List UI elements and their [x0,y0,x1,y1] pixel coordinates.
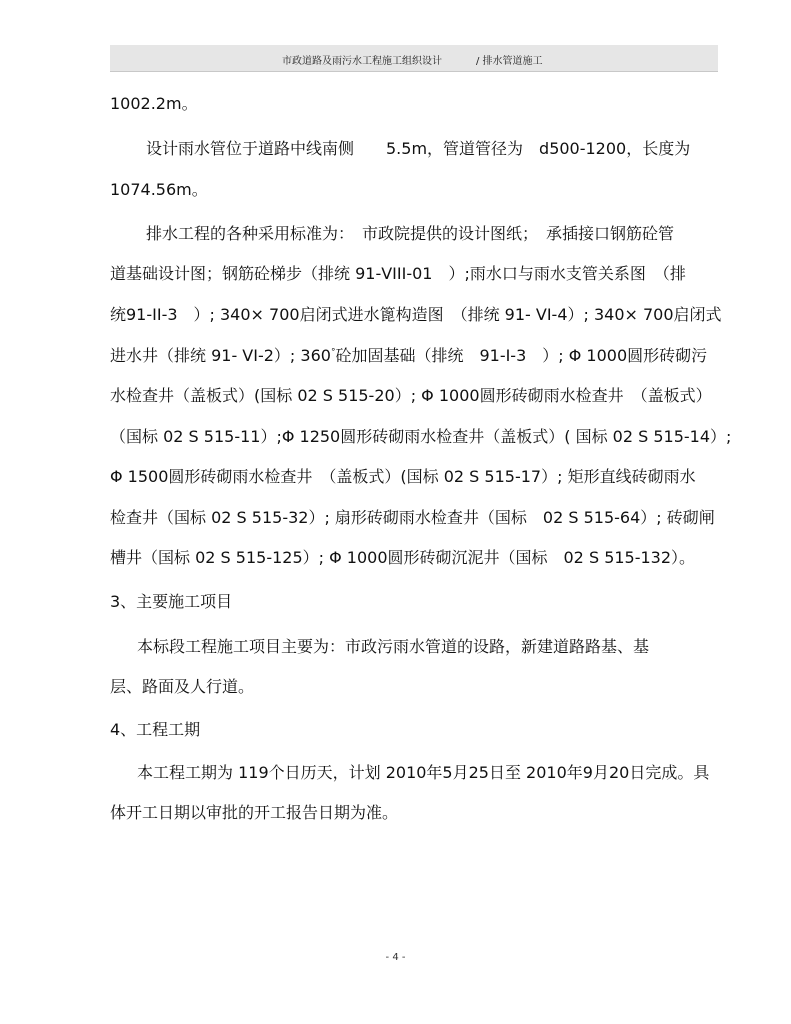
header-section-title: / 排水管道施工 [476,56,543,67]
paragraph-line: 体开工日期以审批的开工报告日期为准。 [110,803,399,822]
section-heading: 3、主要施工项目 [110,592,233,611]
paragraph-line: 排水工程的各种采用标准为： 市政院提供的设计图纸； 承插接口钢筋砼管 [146,224,675,243]
paragraph-line: 统91-II-3 ）; 340× 700启闭式进水篦构造图 （排统 91- VI-4）; 340× 700启闭式 [110,305,722,324]
degree-superscript: ° [330,347,336,358]
line-text: 砼加固基础（排统 91-I-3 ）; Φ 1000圆形砖砌污 [335,346,708,365]
paragraph-line [110,346,707,366]
paragraph-line: Φ 1500圆形砖砌雨水检查井 （盖板式）(国标 02 S 515-17）; 矩形直线砖砌雨水 [110,467,696,486]
page-number: - 4 - [385,952,406,963]
paragraph-line: 设计雨水管位于道路中线南侧 5.5m，管道管径为 d500-1200，长度为 [146,139,691,158]
paragraph-line: 检查井（国标 02 S 515-32）; 扇形砖砌雨水检查井（国标 02 S 515-64）; 砖砌闸 [110,508,715,527]
line-text: 进水井（排统 91- VI-2）; 360 [110,346,331,365]
header-document-title: 市政道路及雨污水工程施工组织设计 [282,56,442,67]
paragraph-line: 层、路面及人行道。 [110,677,255,696]
paragraph-line: 本标段工程施工项目主要为：市政污雨水管道的设路，新建道路路基、基 [137,637,650,656]
paragraph-line: 1074.56m。 [110,180,208,199]
paragraph-line: 1002.2m。 [110,94,198,113]
paragraph-line: （国标 02 S 515-11）;Φ 1250圆形砖砌雨水检查井（盖板式）( 国标 02 S 515-14）; [110,427,732,446]
paragraph-line: 道基础设计图；钢筋砼梯步（排统 91-VIII-01 ）;雨水口与雨水支管关系图 （排 [110,264,686,283]
paragraph-line: 水检查井（盖板式）(国标 02 S 515-20）; Φ 1000圆形砖砌雨水检查井 （盖板式） [110,386,712,405]
paragraph-line: 槽井（国标 02 S 515-125）; Φ 1000圆形砖砌沉泥井（国标 02 S 515-132）。 [110,548,696,567]
section-heading: 4、工程工期 [110,720,201,739]
page-header [110,45,718,72]
paragraph-line: 本工程工期为 119个日历天，计划 2010年5月25日至 2010年9月20日完成。具 [137,763,710,782]
